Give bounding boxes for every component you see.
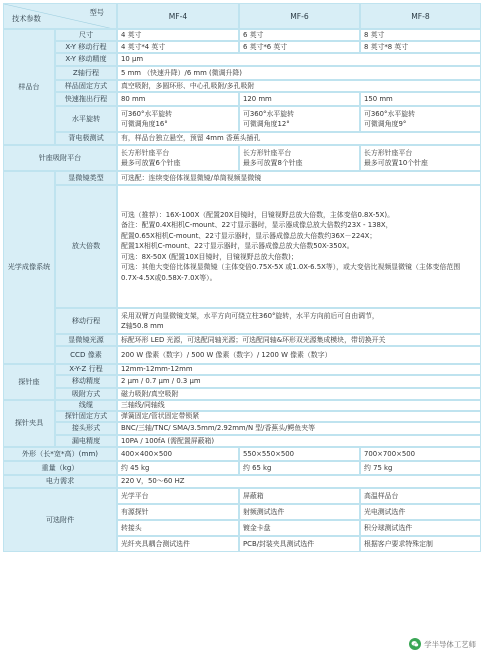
row-label: Z轴行程 <box>55 66 117 80</box>
watermark-text: 学半导体工艺师 <box>424 639 476 649</box>
spec-value-mf-4 <box>117 447 239 461</box>
spec-value-mf-4 <box>117 145 239 171</box>
cell-text: 700×700×500 <box>364 449 416 458</box>
model-header-mf-8: MF-8 <box>360 3 481 29</box>
param-label: 技术参数 <box>12 14 41 23</box>
section-label: 外形（长*宽*高）(mm) <box>3 447 117 461</box>
spec-value-mf-8 <box>360 520 481 536</box>
cell-text: 6 英寸 <box>243 30 264 39</box>
spec-value-mf-8 <box>360 92 481 106</box>
cell-text: 积分球测试选件 <box>364 523 413 532</box>
section-label: 光学成像系统 <box>3 171 55 364</box>
cell-text: 10PA / 100fA (需配置屏蔽箱) <box>121 436 215 445</box>
cell-text: 约 65 kg <box>243 463 272 472</box>
row-label: 样品固定方式 <box>55 80 117 92</box>
spec-value <box>117 422 481 435</box>
spec-value <box>117 132 481 145</box>
header-corner <box>3 3 117 29</box>
cell-text: 可微调角度9° <box>364 120 407 128</box>
cell-text: 5 mm （快速升降）/6 mm (微调升降) <box>121 68 242 77</box>
spec-value <box>117 435 481 447</box>
cell-text: 备注：配置0.4X相机C-mount、22寸显示器时，显示器成像总放大倍数约23X - 138X， <box>121 221 393 230</box>
spec-value <box>117 346 481 364</box>
spec-value-mf-6 <box>239 520 360 536</box>
cell-text: 最多可放置6个针座 <box>121 159 181 167</box>
row-label: 放大倍数 <box>55 185 117 308</box>
cell-text: 真空吸附，多圆环形、中心孔吸附/多孔吸附 <box>121 81 255 90</box>
model-label: 型号 <box>89 8 104 17</box>
spec-value-mf-6 <box>239 41 360 53</box>
cell-text: 高温样品台 <box>364 491 399 500</box>
cell-text: Z轴50.8 mm <box>121 322 164 330</box>
cell-text: 三轴线/同轴线 <box>121 401 165 410</box>
spec-value-mf-6 <box>239 488 360 504</box>
section-label: 重量（kg） <box>3 461 117 475</box>
cell-text: 镀金卡盘 <box>243 523 271 532</box>
cell-text: 有源探针 <box>121 507 149 516</box>
cell-text: 配置1X相机C-mount、22寸显示器时，显示器成像总放大倍数50X-350X。 <box>121 242 354 251</box>
spec-value-mf-4 <box>117 520 239 536</box>
spec-value <box>117 375 481 388</box>
spec-value <box>117 475 481 488</box>
spec-value-mf-8 <box>360 461 481 475</box>
spec-value-mf-8 <box>360 504 481 520</box>
cell-text: 最多可放置8个针座 <box>243 159 303 167</box>
model-header-mf-6: MF-6 <box>239 3 360 29</box>
row-label: X-Y 移动行程 <box>55 41 117 53</box>
cell-text: 200 W 像素（数字）/ 500 W 像素（数字）/ 1200 W 像素（数字） <box>121 350 332 359</box>
row-label: 吸附方式 <box>55 388 117 400</box>
cell-text: 8 英寸 <box>364 30 385 39</box>
spec-value-mf-8 <box>360 447 481 461</box>
cell-text: 550×550×500 <box>243 449 295 458</box>
spec-value <box>117 334 481 346</box>
row-label: 尺寸 <box>55 29 117 41</box>
spec-value-mf-4 <box>117 504 239 520</box>
spec-value-mf-8 <box>360 106 481 132</box>
row-label: 移动行程 <box>55 308 117 334</box>
cell-text: 标配环形 LED 光源，可选配同轴光源；可选配同轴&环形双光源集成模块，带切换开关 <box>121 335 386 344</box>
row-label: X-Y 移动精度 <box>55 53 117 66</box>
cell-text: 磁力吸附/真空吸附 <box>121 389 179 398</box>
spec-value-mf-4 <box>117 106 239 132</box>
section-label: 电力需求 <box>3 475 117 488</box>
spec-value-mf-4 <box>117 29 239 41</box>
cell-text: 12mm-12mm-12mm <box>121 365 193 374</box>
spec-value <box>117 400 481 411</box>
spec-value-mf-8 <box>360 29 481 41</box>
cell-text: 2 μm / 0.7 μm / 0.3 μm <box>121 377 201 386</box>
row-label: 探针固定方式 <box>55 411 117 422</box>
row-label: 接头形式 <box>55 422 117 435</box>
cell-text: 可选：8X-50X (配置10X目镜时，目镜视野总放大倍数)； <box>121 252 298 261</box>
cell-text: 6 英寸*6 英寸 <box>243 42 288 51</box>
spec-value-mf-6 <box>239 106 360 132</box>
cell-text: 可360°水平旋转 <box>121 109 173 118</box>
row-label: 漏电精度 <box>55 435 117 447</box>
cell-text: 转接头 <box>121 523 142 532</box>
cell-text: 150 mm <box>364 94 393 103</box>
spec-value <box>117 80 481 92</box>
row-label: 水平旋转 <box>55 106 117 132</box>
spec-value-mf-4 <box>117 92 239 106</box>
row-label: 显微镜光源 <box>55 334 117 346</box>
cell-text: 约 45 kg <box>121 463 150 472</box>
cell-text: 4 英寸*4 英寸 <box>121 42 166 51</box>
spec-value <box>117 364 481 375</box>
cell-text: 可选配：连续变倍体视显微镜/单筒视频显微镜 <box>121 173 262 182</box>
spec-value-mf-4 <box>117 461 239 475</box>
section-label: 探针夹具 <box>3 400 55 447</box>
cell-text: 光纤夹具耦合测试选件 <box>121 539 190 548</box>
row-label: 显微镜类型 <box>55 171 117 185</box>
cell-text: PCB/封装夹具测试选件 <box>243 539 315 548</box>
section-label: 可选附件 <box>3 488 117 552</box>
row-label: X-Y-Z 行程 <box>55 364 117 375</box>
cell-text: 400×400×500 <box>121 449 173 458</box>
spec-value-mf-4 <box>117 536 239 552</box>
cell-text: 约 75 kg <box>364 463 393 472</box>
cell-text: 8 英寸*8 英寸 <box>364 42 409 51</box>
row-label: CCD 像素 <box>55 346 117 364</box>
cell-text: 80 mm <box>121 94 146 103</box>
cell-text: 弹簧固定/管状固定带锁紧 <box>121 412 200 421</box>
cell-text: 可360°水平旋转 <box>243 109 295 118</box>
spec-value-mf-8 <box>360 41 481 53</box>
row-label: 背电极测试 <box>55 132 117 145</box>
cell-text: 长方形针座平台 <box>121 148 170 157</box>
spec-value-mf-6 <box>239 461 360 475</box>
spec-value <box>117 388 481 400</box>
wechat-logo-icon <box>409 638 421 650</box>
spec-value <box>117 308 481 334</box>
spec-value-mf-4 <box>117 41 239 53</box>
cell-text: 根据客户要求特殊定制 <box>364 539 433 548</box>
spec-value-mf-8 <box>360 145 481 171</box>
spec-value <box>117 171 481 185</box>
cell-text: 可微调角度16° <box>121 120 168 128</box>
spec-value <box>117 53 481 66</box>
cell-text: 射频测试选件 <box>243 507 285 516</box>
cell-text: BNC/三轴/TNC/ SMA/3.5mm/2.92mm/N 型/香蕉头/鳄鱼夹等 <box>121 424 316 433</box>
cell-text: 120 mm <box>243 94 272 103</box>
section-label: 样品台 <box>3 29 55 145</box>
spec-value-mf-6 <box>239 447 360 461</box>
spec-value-mf-6 <box>239 536 360 552</box>
spec-value-mf-8 <box>360 488 481 504</box>
cell-text: 4 英寸 <box>121 30 142 39</box>
spec-value <box>117 185 481 308</box>
cell-text: 光学平台 <box>121 491 149 500</box>
cell-text: 可360°水平旋转 <box>364 109 416 118</box>
row-label: 线缆 <box>55 400 117 411</box>
cell-text: 可微调角度12° <box>243 120 290 128</box>
model-header-mf-4: MF-4 <box>117 3 239 29</box>
spec-value <box>117 66 481 80</box>
cell-text: 配置0.65X相机C-mount、22寸显示器时，显示器成像总放大倍数约36X－224X； <box>121 231 377 240</box>
spec-value-mf-6 <box>239 29 360 41</box>
spec-value-mf-4 <box>117 488 239 504</box>
cell-text: 长方形针座平台 <box>364 148 413 157</box>
cell-text: 光电测试选件 <box>364 507 406 516</box>
spec-value <box>117 411 481 422</box>
section-label: 针座吸附平台 <box>3 145 117 171</box>
cell-text: 长方形针座平台 <box>243 148 292 157</box>
cell-text: 采用双臂万向显微镜支架，水平方向可绕立柱360°旋转，水平方向前后可自由调节， <box>121 311 379 320</box>
cell-text: 可选：其他大变倍比体视显微镜（主体变倍0.75X-5X 或1.0X-6.5X等），或大变倍比视频显微镜（主体变倍范围0.7X-4.5X或0.58X-7.0X等）。 <box>121 263 461 282</box>
row-label: 移动精度 <box>55 375 117 388</box>
cell-text: 10 μm <box>121 55 144 64</box>
spec-value-mf-6 <box>239 145 360 171</box>
cell-text: 有，样品台独立悬空，预留 4mm 香蕉头插孔 <box>121 134 261 143</box>
spec-value-mf-6 <box>239 504 360 520</box>
section-label: 探针座 <box>3 364 55 400</box>
spec-value-mf-6 <box>239 92 360 106</box>
spec-value-mf-8 <box>360 536 481 552</box>
cell-text: 屏蔽箱 <box>243 491 264 500</box>
watermark <box>407 637 478 651</box>
cell-text: 可选（推荐）：16X-100X（配置20X目镜时，目镜视野总放大倍数，主体变倍0.8X-5X)。 <box>121 210 394 219</box>
cell-text: 220 V，50～60 HZ <box>121 477 185 486</box>
row-label: 快速拖出行程 <box>55 92 117 106</box>
cell-text: 最多可放置10个针座 <box>364 159 428 167</box>
